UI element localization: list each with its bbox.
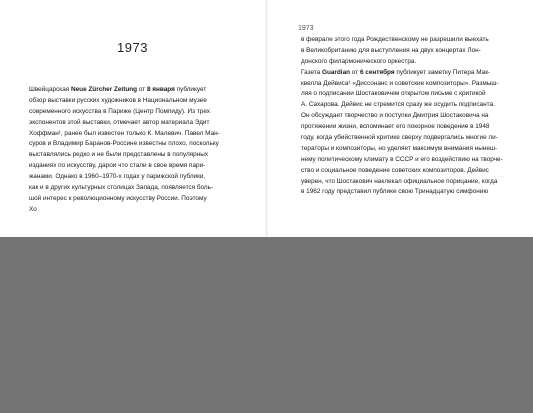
text-line	[29, 194, 249, 205]
text-line	[29, 118, 249, 129]
running-head: 1973	[298, 25, 314, 32]
text-run: публикует	[174, 86, 207, 93]
text-line	[301, 133, 516, 144]
text-line	[301, 57, 516, 68]
right-body-text	[301, 35, 516, 198]
text-line	[29, 150, 249, 161]
text-run: Хоффман¹, ранее был известен только К. Малевич. Павел Ман-	[29, 129, 220, 137]
text-run: шой интерес к революционному искусству России. Поэтому	[29, 194, 207, 202]
text-run: донского филармонического оркестра.	[301, 57, 417, 65]
text-run: обзор выставки русских художников в Национальном музее	[29, 96, 207, 104]
text-line	[29, 161, 249, 172]
text-line	[301, 68, 516, 79]
text-run: ство и социальное поведение советских композиторов. Дейвис	[301, 166, 489, 174]
text-line	[301, 111, 516, 122]
text-line	[29, 183, 249, 194]
text-run: году, когда убийственной критике сверху подвергались многие ли-	[301, 134, 498, 142]
text-run: современного искусства в Париже (Центр Помпиду). Из трех	[29, 107, 210, 115]
bold-text: Guardian	[321, 68, 351, 76]
chapter-title: 1973	[117, 40, 148, 55]
text-line	[29, 172, 249, 183]
text-run: А. Сахарова. Дейвис не стремится сразу же осудить подписанта.	[301, 101, 495, 109]
text-run: квелла Дейвиса¹ «Диссонанс и советские композиторы». Размыш-	[301, 79, 499, 87]
text-run: в 1962 году представил публике свою Тринадцатую симфонию	[301, 188, 489, 196]
text-line	[301, 155, 516, 166]
text-line	[301, 177, 516, 188]
text-run: публикует заметку Питера Мак-	[394, 68, 491, 76]
text-run: Швейцарская	[29, 86, 71, 93]
gray-cover-overlay	[0, 237, 533, 413]
text-run: Хо	[29, 205, 37, 213]
bold-text: 6 сентября	[359, 68, 395, 76]
text-run: нему политическому климату в СССР и его воздействию на творче-	[301, 155, 503, 163]
text-line	[29, 85, 249, 96]
text-run: в феврале этого года Рождественскому не разрешили выехать	[301, 36, 489, 43]
text-run: изданиях по искусству, дарои что стали в свое время пари-	[29, 162, 206, 170]
text-run: Газета	[301, 68, 322, 76]
text-run: экспонентов этой выставки, отмечает автор материала Эдит	[29, 118, 210, 126]
text-line	[301, 187, 516, 198]
text-run: жанами. Однако в 1960–1970-х годах у парижской публики,	[29, 173, 206, 181]
text-run: тераторы и композиторы, но уделяет максимум внимания нынеш-	[301, 144, 498, 152]
text-run: выставлялись редко и не были представлены в популярных	[29, 151, 209, 159]
text-line	[301, 46, 516, 57]
text-run: в Великобританию для выступления на двух концертах Лон-	[301, 46, 481, 54]
text-line	[29, 96, 249, 107]
text-line	[29, 107, 249, 118]
text-run: суров и Владимир Баранов-Россине известны плохо, поскольку	[29, 140, 219, 148]
text-line	[301, 89, 516, 100]
text-line	[301, 166, 516, 177]
text-line	[301, 144, 516, 155]
text-line	[301, 122, 516, 133]
text-run: как и в других культурных столицах Запада, появляется боль-	[29, 184, 214, 192]
text-run: ляя о подписании Шостаковичем открытом письме с критикой	[301, 90, 486, 98]
text-line	[301, 35, 516, 46]
text-run: протяжении жизни, вспоминает его покорное поведение в 1948	[301, 123, 490, 131]
text-run: от	[350, 68, 360, 76]
text-line	[29, 129, 249, 140]
bold-text: 8 января	[146, 86, 175, 93]
text-line	[301, 100, 516, 111]
text-run: уверен, что Шостакович наклекал официальное порицание, когда	[301, 177, 498, 185]
text-run: Он обсуждает творчество и поступки Дмитрия Шостаковича на	[301, 112, 489, 120]
bold-text: Neue Zürcher Zeitung	[71, 86, 138, 93]
text-line	[29, 205, 249, 216]
text-line	[301, 79, 516, 90]
text-run: от	[137, 86, 147, 93]
left-body-text	[29, 85, 249, 216]
text-line	[29, 139, 249, 150]
